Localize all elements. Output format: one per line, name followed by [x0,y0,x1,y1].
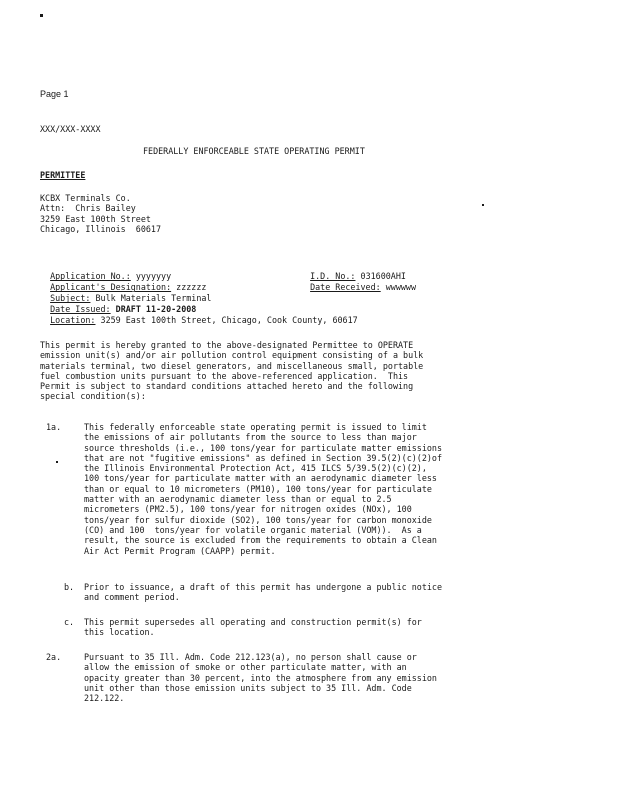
designation-label: Applicant's Designation: [50,282,172,293]
condition-line: (CO) and 100 tons/year for volatile organic material (VOM)). As a [84,524,422,535]
condition-line: This federally enforceable state operating permit is issued to limit [84,422,427,432]
date-issued-value: DRAFT 11-20-2008 [115,304,197,315]
intro-line: emission unit(s) and/or air pollution control equipment consisting of a bulk [40,350,424,361]
condition-line: micrometers (PM2.5), 100 tons/year for nitrogen oxides (NOx), 100 [84,504,412,515]
condition-2a-text [84,652,437,703]
condition-label: c. [64,617,75,627]
date-received-value: wwwwww [385,282,416,293]
id-no-label: I.D. No.: [310,271,356,282]
subject-value: Bulk Materials Terminal [95,293,212,304]
condition-line: Air Act Permit Program (CAAPP) permit. [84,545,276,556]
condition-line: source thresholds (i.e., 100 tons/year for particulate matter emissions [84,442,442,453]
condition-line: opacity greater than 30 percent, into the atmosphere from any emission [84,672,437,683]
condition-line: Prior to issuance, a draft of this permit has undergone a public notice [84,582,442,592]
condition-line: 212.122. [84,693,125,704]
location-row [40,305,358,326]
address-line: Attn: Chris Bailey [40,203,136,214]
condition-line: result, the source is excluded from the requirements to obtain a Clean [84,535,437,546]
designation-value: zzzzzz [176,282,207,293]
application-no-label: Application No.: [50,271,131,282]
scan-speck [482,204,484,206]
intro-line: materials terminal, two diesel generators, and miscellaneous small, portable [40,360,424,371]
date-received-row [300,272,416,293]
permittee-address [40,193,161,234]
condition-line: the Illinois Environmental Protection Act, 415 ILCS 5/39.5(2)(c)(2), [84,463,427,474]
scan-speck [56,461,58,463]
condition-line: Pursuant to 35 Ill. Adm. Code 212.123(a), no person shall cause or [84,652,417,662]
condition-line: unit other than those emission units subject to 35 Ill. Adm. Code [84,682,412,693]
subject-label: Subject: [50,293,91,304]
condition-line: tons/year for sulfur dioxide (SO2), 100 tons/year for carbon monoxide [84,514,432,525]
address-line: Chicago, Illinois 60617 [40,223,162,234]
intro-line: Permit is subject to standard conditions attached hereto and the following [40,381,414,392]
condition-label: b. [64,582,75,592]
intro-line: fuel combustion units pursuant to the above-referenced application. This [40,370,409,381]
permit-title: FEDERALLY ENFORCEABLE STATE OPERATING PERMIT [143,146,365,156]
date-received-label: Date Received: [310,282,381,293]
date-issued-label: Date Issued: [50,304,111,315]
address-line: 3259 East 100th Street [40,213,151,224]
condition-label: 1a. [46,422,62,432]
condition-line: allow the emission of smoke or other particulate matter, with an [84,662,407,673]
condition-b-text [84,582,442,603]
condition-line: This permit supersedes all operating and construction permit(s) for [84,617,422,627]
page-label: Page 1 [40,89,69,99]
address-line: KCBX Terminals Co. [40,193,131,203]
condition-line: the emissions of air pollutants from the source to less than major [84,432,417,443]
condition-line: that are not "fugitive emissions" as defined in Section 39.5(2)(c)(2)of [84,452,442,463]
condition-1a-text [84,422,442,556]
scan-mark-top [40,14,43,17]
condition-c-text [84,617,422,638]
location-value: 3259 East 100th Street, Chicago, Cook County, 60617 [100,315,358,326]
application-no-value: yyyyyyy [135,271,172,282]
intro-paragraph [40,340,423,402]
condition-line: 100 tons/year for particulate matter with an aerodynamic diameter less [84,473,437,484]
permittee-heading: PERMITTEE [40,170,86,180]
condition-line: than or equal to 10 micrometers (PM10), 100 tons/year for particulate [84,483,432,494]
condition-label: 2a. [46,652,62,662]
condition-line: matter with an aerodynamic diameter less than or equal to 2.5 [84,494,392,505]
id-no-value: 031600AHI [360,271,406,282]
location-label: Location: [50,315,96,326]
condition-line: this location. [84,627,155,638]
intro-line: This permit is hereby granted to the above-designated Permittee to OPERATE [40,340,414,350]
condition-line: and comment period. [84,592,180,603]
document-id: XXX/XXX-XXXX [40,124,101,134]
intro-line: special condition(s): [40,391,146,402]
